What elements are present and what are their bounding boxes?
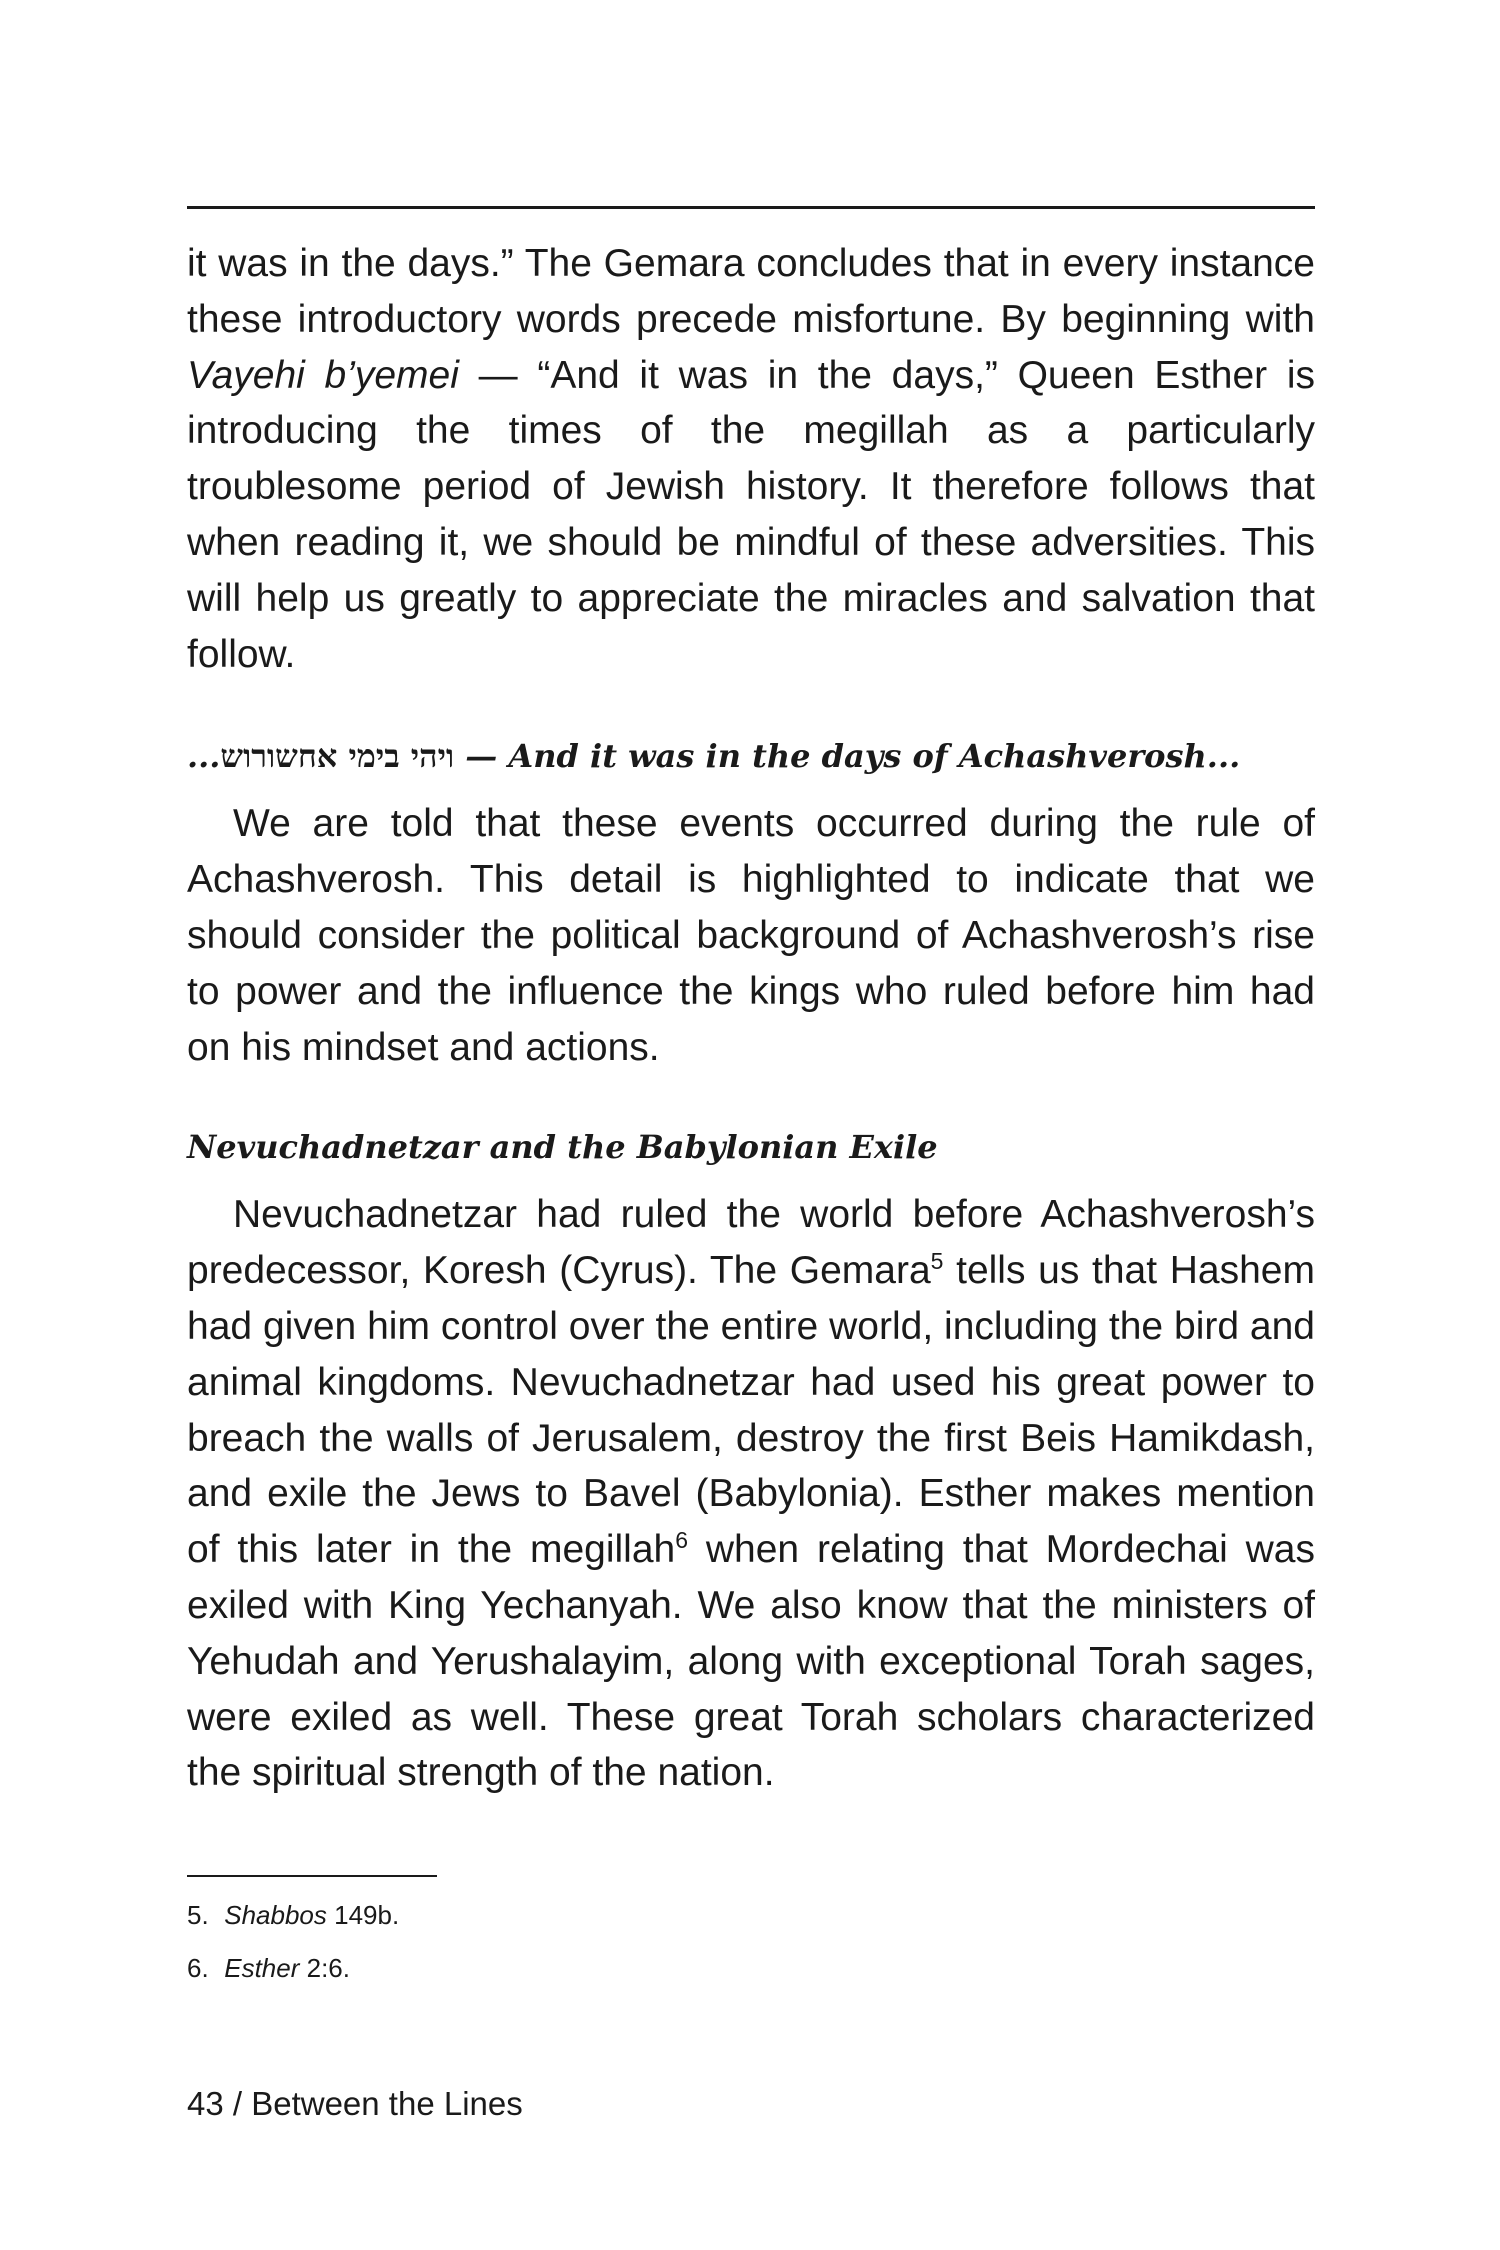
italic-phrase: Vayehi b’yemei xyxy=(187,353,459,397)
footnote-source: Esther xyxy=(224,1953,300,1984)
verse-ellipsis: ... xyxy=(187,737,221,776)
footnotes xyxy=(187,1899,1315,1984)
footnote-5 xyxy=(187,1899,1315,1931)
footnote-ref-6[interactable]: 6 xyxy=(675,1527,689,1554)
footnote-ref-5[interactable]: 5 xyxy=(930,1248,944,1275)
paragraph-nevuchadnetzar: Nevuchadnetzar had ruled the world before Achashverosh’s predecessor, Koresh (Cyrus). The Gemara$^5$ tells us that Hashem had given him control over the entire world, including the bird and animal kingdoms. Nevuchadnetzar had used his great power to breach the walls of Jerusalem, destroy the first Beis Hamikdash, and exile the Jews to Bavel (Babylonia). Esther makes mention of this later in the megillah$^6$ when relating that Mordechai was exiled with King Yechanyah. We also know that the ministers of Yehudah and Yerushalayim, along with exceptional Torah sages, were exiled as well. These great Torah scholars characterized the spiritual strength of the nation. xyxy=(187,1193,1315,1795)
paragraph-intro: it was in the days.” The Gemara concludes that in every instance these introductory words precede misfortune. By beginning with Vayehi b’yemei — “And it was in the days,” Queen Esther is introducing the times of the megillah as a particularly troublesome period of Jewish history. It therefore follows that when reading it, we should be mindful of these adversities. This will help us greatly to appreciate the miracles and salvation that follow. xyxy=(187,242,1315,676)
top-rule xyxy=(187,206,1315,209)
footnote-ref: 149b. xyxy=(326,1900,400,1931)
page-footer: 43 / Between the Lines xyxy=(187,2085,523,2122)
page-content xyxy=(187,206,1315,2005)
verse-heading xyxy=(187,734,1315,778)
verse-english: — And it was in the days of Achashverosh... xyxy=(454,737,1241,776)
footnote-number: 5. xyxy=(187,1900,209,1931)
verse-hebrew: ויהי בימי אחשורוש xyxy=(220,737,455,776)
paragraph-achashverosh: We are told that these events occurred during the rule of Achashverosh. This detail is highlighted to indicate that we should consider the political background of Achashverosh’s rise to power and the influence the kings who ruled before him had on his mindset and actions. xyxy=(187,802,1315,1069)
footnote-source: Shabbos xyxy=(224,1900,327,1931)
footnote-rule xyxy=(187,1875,437,1877)
footnote-ref: 2:6. xyxy=(299,1953,350,1984)
footnote-number: 6. xyxy=(187,1953,209,1984)
footnote-6 xyxy=(187,1952,1315,1984)
section-heading: Nevuchadnetzar and the Babylonian Exile xyxy=(187,1128,938,1167)
